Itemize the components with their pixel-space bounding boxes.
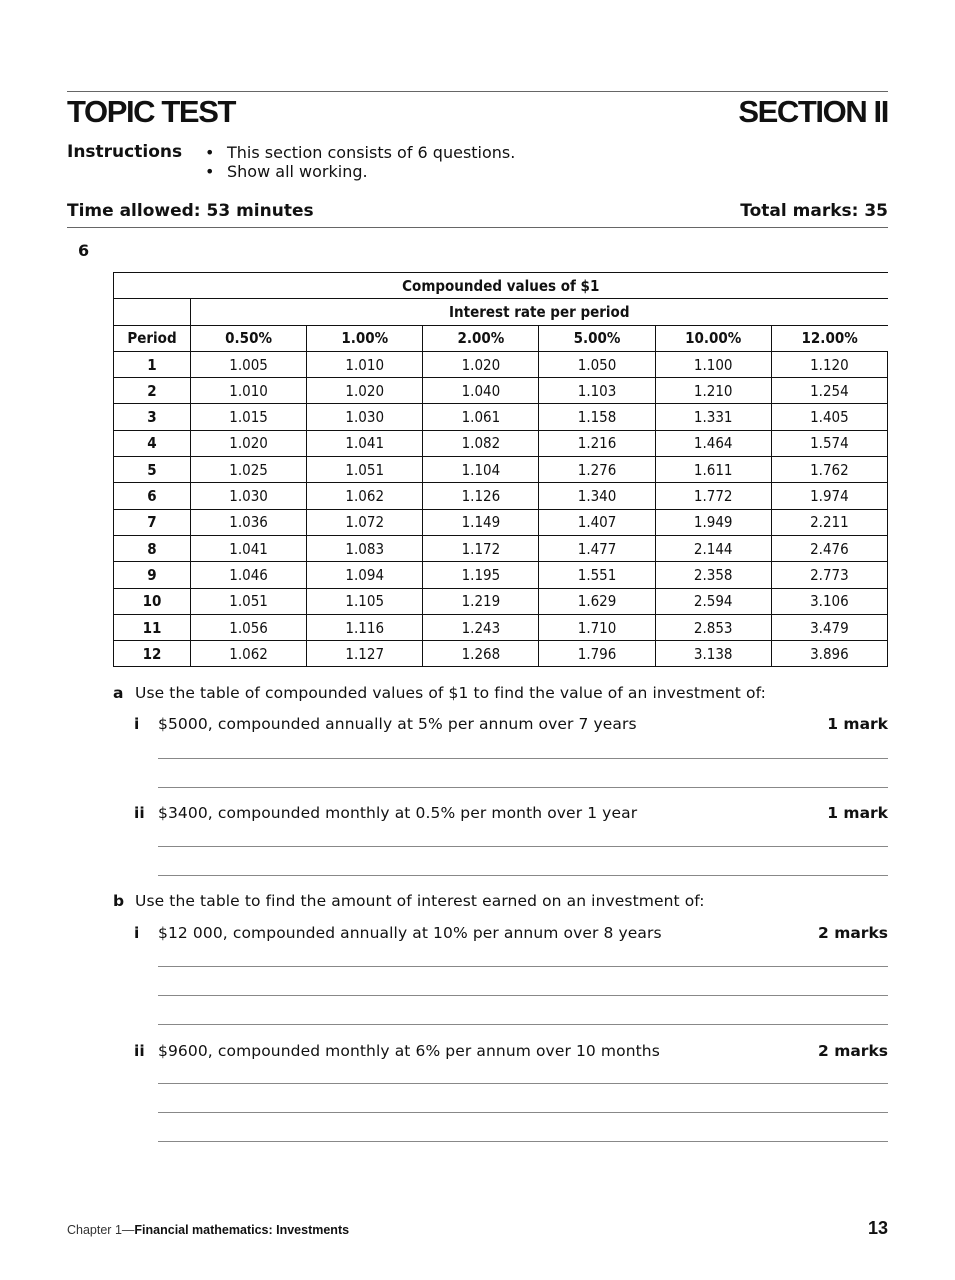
value-cell: 1.254 [771, 378, 887, 404]
value-cell: 2.773 [771, 562, 887, 588]
period-cell: 9 [114, 562, 191, 588]
value-cell: 3.106 [771, 588, 887, 614]
value-cell: 1.195 [423, 562, 539, 588]
instruction-item: • Show all working. [205, 162, 515, 181]
value-cell: 1.127 [307, 641, 423, 667]
table-subtitle: Interest rate per period [191, 299, 888, 325]
value-cell: 1.050 [539, 351, 655, 377]
value-cell: 1.051 [191, 588, 307, 614]
part-a-label: a [113, 684, 124, 702]
table-body [114, 351, 888, 667]
part-a-i-label: i [134, 715, 140, 733]
value-cell: 1.005 [191, 351, 307, 377]
table-header-row [114, 325, 888, 351]
value-cell: 1.331 [655, 404, 771, 430]
value-cell: 1.710 [539, 614, 655, 640]
value-cell: 1.020 [307, 378, 423, 404]
value-cell: 1.103 [539, 378, 655, 404]
value-cell: 1.949 [655, 509, 771, 535]
compounded-values-table [113, 272, 888, 667]
value-cell: 1.268 [423, 641, 539, 667]
part-a-ii-text: $3400, compounded monthly at 0.5% per month over 1 year [158, 804, 638, 822]
value-cell: 1.762 [771, 457, 887, 483]
rate-header: 12.00% [771, 325, 887, 351]
period-cell: 2 [114, 378, 191, 404]
rate-header: 1.00% [307, 325, 423, 351]
time-allowed: Time allowed: 53 minutes [67, 201, 314, 221]
part-b-i-marks: 2 marks [818, 924, 888, 942]
value-cell: 1.062 [191, 641, 307, 667]
value-cell: 1.219 [423, 588, 539, 614]
part-b-i-text: $12 000, compounded annually at 10% per annum over 8 years [158, 924, 662, 942]
value-cell: 1.574 [771, 430, 887, 456]
value-cell: 1.072 [307, 509, 423, 535]
period-cell: 11 [114, 614, 191, 640]
value-cell: 1.974 [771, 483, 887, 509]
value-cell: 1.551 [539, 562, 655, 588]
answer-line[interactable] [158, 1083, 888, 1084]
value-cell: 3.138 [655, 641, 771, 667]
part-b-ii-label: ii [134, 1042, 145, 1060]
footer-chapter: Chapter 1— [67, 1223, 135, 1237]
part-a-ii [134, 804, 637, 822]
value-cell: 2.594 [655, 588, 771, 614]
question-number: 6 [78, 241, 90, 260]
top-rule [67, 91, 888, 92]
value-cell: 3.896 [771, 641, 887, 667]
period-cell: 3 [114, 404, 191, 430]
header-rule [67, 227, 888, 228]
value-cell: 1.020 [423, 351, 539, 377]
part-b-ii-text: $9600, compounded monthly at 6% per annum over 10 months [158, 1042, 660, 1060]
value-cell: 1.041 [307, 430, 423, 456]
period-cell: 7 [114, 509, 191, 535]
value-cell: 1.040 [423, 378, 539, 404]
value-cell: 1.126 [423, 483, 539, 509]
value-cell: 1.464 [655, 430, 771, 456]
value-cell: 1.036 [191, 509, 307, 535]
value-cell: 1.477 [539, 535, 655, 561]
part-a-ii-marks: 1 mark [827, 804, 888, 822]
value-cell: 1.172 [423, 535, 539, 561]
rate-header: 10.00% [655, 325, 771, 351]
table-row [114, 641, 888, 667]
part-b-text: Use the table to find the amount of interest earned on an investment of: [135, 892, 705, 910]
period-cell: 8 [114, 535, 191, 561]
value-cell: 2.144 [655, 535, 771, 561]
value-cell: 1.243 [423, 614, 539, 640]
answer-line[interactable] [158, 875, 888, 876]
part-a-i [134, 715, 637, 733]
table-row [114, 588, 888, 614]
answer-line[interactable] [158, 1112, 888, 1113]
value-cell: 1.105 [307, 588, 423, 614]
section-title: SECTION II [738, 94, 888, 129]
value-cell: 1.056 [191, 614, 307, 640]
total-marks: Total marks: 35 [740, 201, 888, 221]
value-cell: 1.010 [191, 378, 307, 404]
part-b-i [134, 924, 662, 942]
table-corner [114, 299, 191, 325]
answer-line[interactable] [158, 846, 888, 847]
instruction-item: • This section consists of 6 questions. [205, 143, 515, 162]
value-cell: 1.116 [307, 614, 423, 640]
answer-line[interactable] [158, 966, 888, 967]
table-row [114, 404, 888, 430]
value-cell: 1.149 [423, 509, 539, 535]
rate-header: 2.00% [423, 325, 539, 351]
value-cell: 3.479 [771, 614, 887, 640]
period-cell: 10 [114, 588, 191, 614]
value-cell: 1.611 [655, 457, 771, 483]
value-cell: 1.025 [191, 457, 307, 483]
value-cell: 1.340 [539, 483, 655, 509]
part-a-ii-label: ii [134, 804, 145, 822]
value-cell: 2.853 [655, 614, 771, 640]
value-cell: 1.629 [539, 588, 655, 614]
period-cell: 12 [114, 641, 191, 667]
page-number: 13 [867, 1218, 888, 1238]
table-title: Compounded values of $1 [114, 273, 888, 299]
table-row [114, 535, 888, 561]
answer-line[interactable] [158, 1024, 888, 1025]
value-cell: 1.772 [655, 483, 771, 509]
period-header: Period [114, 325, 191, 351]
answer-line[interactable] [158, 995, 888, 996]
part-b-ii [134, 1042, 660, 1060]
value-cell: 1.041 [191, 535, 307, 561]
table-row [114, 457, 888, 483]
value-cell: 1.407 [539, 509, 655, 535]
value-cell: 1.046 [191, 562, 307, 588]
part-b-label: b [113, 892, 125, 910]
period-cell: 4 [114, 430, 191, 456]
footer-title: Financial mathematics: Investments [134, 1223, 350, 1237]
instructions-list [205, 143, 515, 181]
table-row [114, 562, 888, 588]
part-a-text: Use the table of compounded values of $1 to find the value of an investment of: [135, 684, 766, 702]
part-a-i-marks: 1 mark [827, 715, 888, 733]
period-cell: 6 [114, 483, 191, 509]
instructions-label: Instructions [67, 142, 183, 162]
page-title: TOPIC TEST [67, 94, 236, 129]
part-b-ii-marks: 2 marks [818, 1042, 888, 1060]
value-cell: 1.120 [771, 351, 887, 377]
table-row [114, 430, 888, 456]
part-a [113, 684, 766, 702]
value-cell: 2.476 [771, 535, 887, 561]
value-cell: 1.010 [307, 351, 423, 377]
value-cell: 1.094 [307, 562, 423, 588]
table-row [114, 614, 888, 640]
value-cell: 1.104 [423, 457, 539, 483]
table-row [114, 351, 888, 377]
value-cell: 1.061 [423, 404, 539, 430]
value-cell: 1.796 [539, 641, 655, 667]
value-cell: 1.405 [771, 404, 887, 430]
table-row [114, 378, 888, 404]
value-cell: 1.082 [423, 430, 539, 456]
value-cell: 2.211 [771, 509, 887, 535]
value-cell: 2.358 [655, 562, 771, 588]
value-cell: 1.051 [307, 457, 423, 483]
period-cell: 1 [114, 351, 191, 377]
value-cell: 1.276 [539, 457, 655, 483]
period-cell: 5 [114, 457, 191, 483]
page-footer [67, 1223, 349, 1237]
value-cell: 1.020 [191, 430, 307, 456]
rate-header: 0.50% [191, 325, 307, 351]
rate-header: 5.00% [539, 325, 655, 351]
part-a-i-text: $5000, compounded annually at 5% per annum over 7 years [158, 715, 637, 733]
value-cell: 1.158 [539, 404, 655, 430]
value-cell: 1.030 [307, 404, 423, 430]
table-row [114, 509, 888, 535]
table-row [114, 483, 888, 509]
value-cell: 1.210 [655, 378, 771, 404]
value-cell: 1.100 [655, 351, 771, 377]
part-b-i-label: i [134, 924, 140, 942]
value-cell: 1.062 [307, 483, 423, 509]
value-cell: 1.083 [307, 535, 423, 561]
answer-line[interactable] [158, 1141, 888, 1142]
answer-line[interactable] [158, 787, 888, 788]
part-b [113, 892, 705, 910]
value-cell: 1.216 [539, 430, 655, 456]
value-cell: 1.030 [191, 483, 307, 509]
value-cell: 1.015 [191, 404, 307, 430]
answer-line[interactable] [158, 758, 888, 759]
